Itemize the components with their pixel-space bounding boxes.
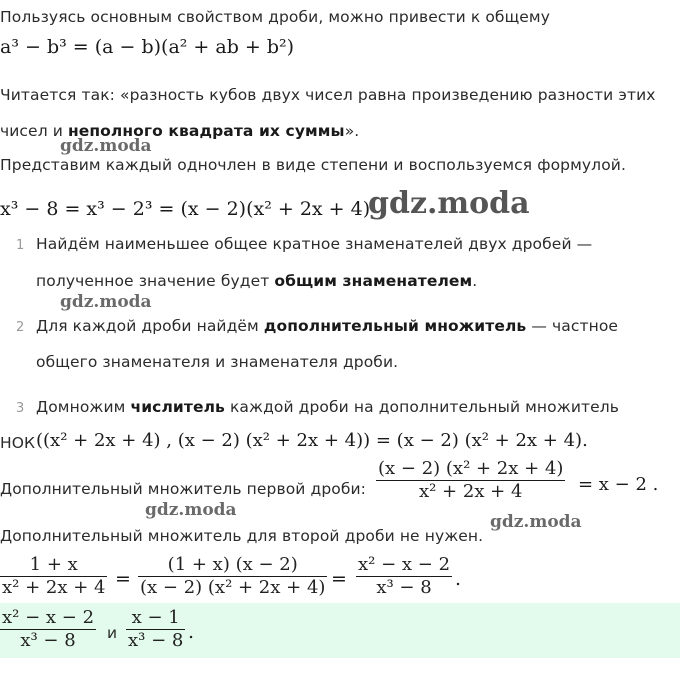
step-number: 3 <box>16 401 25 416</box>
factor-2-label: Дополнительный множитель для второй дроби не нужен. <box>0 527 484 545</box>
step-number: 1 <box>16 238 25 253</box>
factor-1-fraction <box>376 458 565 503</box>
formula-x-cubed: x³ − 8 = x³ − 2³ = (x − 2)(x² + 2x + 4) <box>0 198 371 220</box>
denominator: x² + 2x + 4 <box>2 577 106 598</box>
numerator: 1 + x <box>29 554 78 575</box>
answer-fraction-1 <box>0 607 96 652</box>
watermark: gdz.moda <box>368 186 530 221</box>
denominator: x² + 2x + 4 <box>418 481 523 502</box>
denominator: x³ − 8 <box>128 630 184 651</box>
step-3-text: Домножим числитель каждой дроби на дополнительный множитель <box>36 398 619 416</box>
watermark: gdz.moda <box>60 292 152 312</box>
equals-sign: = <box>115 568 131 590</box>
cube-difference-formula: a³ − b³ = (a − b)(a² + ab + b²) <box>0 36 295 58</box>
watermark: gdz.moda <box>60 136 152 156</box>
equals-sign: = <box>331 568 347 590</box>
nok-expression: ((x² + 2x + 4) , (x − 2) (x² + 2x + 4)) = (x − 2) (x² + 2x + 4). <box>36 430 588 451</box>
denominator: (x − 2) (x² + 2x + 4) <box>140 577 326 598</box>
numerator: (1 + x) (x − 2) <box>167 554 298 575</box>
factor-1-result: = x − 2 . <box>578 474 659 495</box>
denominator: x³ − 8 <box>20 630 76 651</box>
step-number: 2 <box>16 320 25 335</box>
nok-label: НОК <box>0 434 36 452</box>
step-1-text: Найдём наименьшее общее кратное знаменателей двух дробей — <box>36 235 593 253</box>
step-1-text-2: полученное значение будет общим знаменателем. <box>36 272 478 290</box>
numerator: x² − x − 2 <box>2 607 95 628</box>
represent-text: Представим каждый одночлен в виде степени и воспользуемся формулой. <box>0 156 626 174</box>
numerator: x² − x − 2 <box>358 554 451 575</box>
answer-fraction-2 <box>126 607 185 652</box>
reads-text: Читается так: «разность кубов двух чисел равна произведению разности этих <box>0 86 656 104</box>
fraction-3 <box>356 554 452 599</box>
answer-highlight <box>0 603 680 658</box>
denominator: x³ − 8 <box>376 577 432 598</box>
step-2-text: Для каждой дроби найдём дополнительный множитель — частное <box>36 317 619 335</box>
factor-1-label: Дополнительный множитель первой дроби: <box>0 480 367 498</box>
watermark: gdz.moda <box>490 512 582 532</box>
step-2-text-2: общего знаменателя и знаменателя дроби. <box>36 353 399 371</box>
numerator: (x − 2) (x² + 2x + 4) <box>378 458 564 479</box>
and-word: и <box>107 624 118 642</box>
numerator: x − 1 <box>131 607 180 628</box>
fraction-2 <box>138 554 327 599</box>
period: . <box>188 621 195 643</box>
intro-text: Пользуясь основным свойством дроби, можно привести к общему <box>0 8 550 26</box>
watermark: gdz.moda <box>145 500 237 520</box>
period: . <box>455 568 462 590</box>
reads-text-2: чисел и неполного квадрата их суммы». <box>0 122 360 140</box>
fraction-1 <box>0 554 107 599</box>
